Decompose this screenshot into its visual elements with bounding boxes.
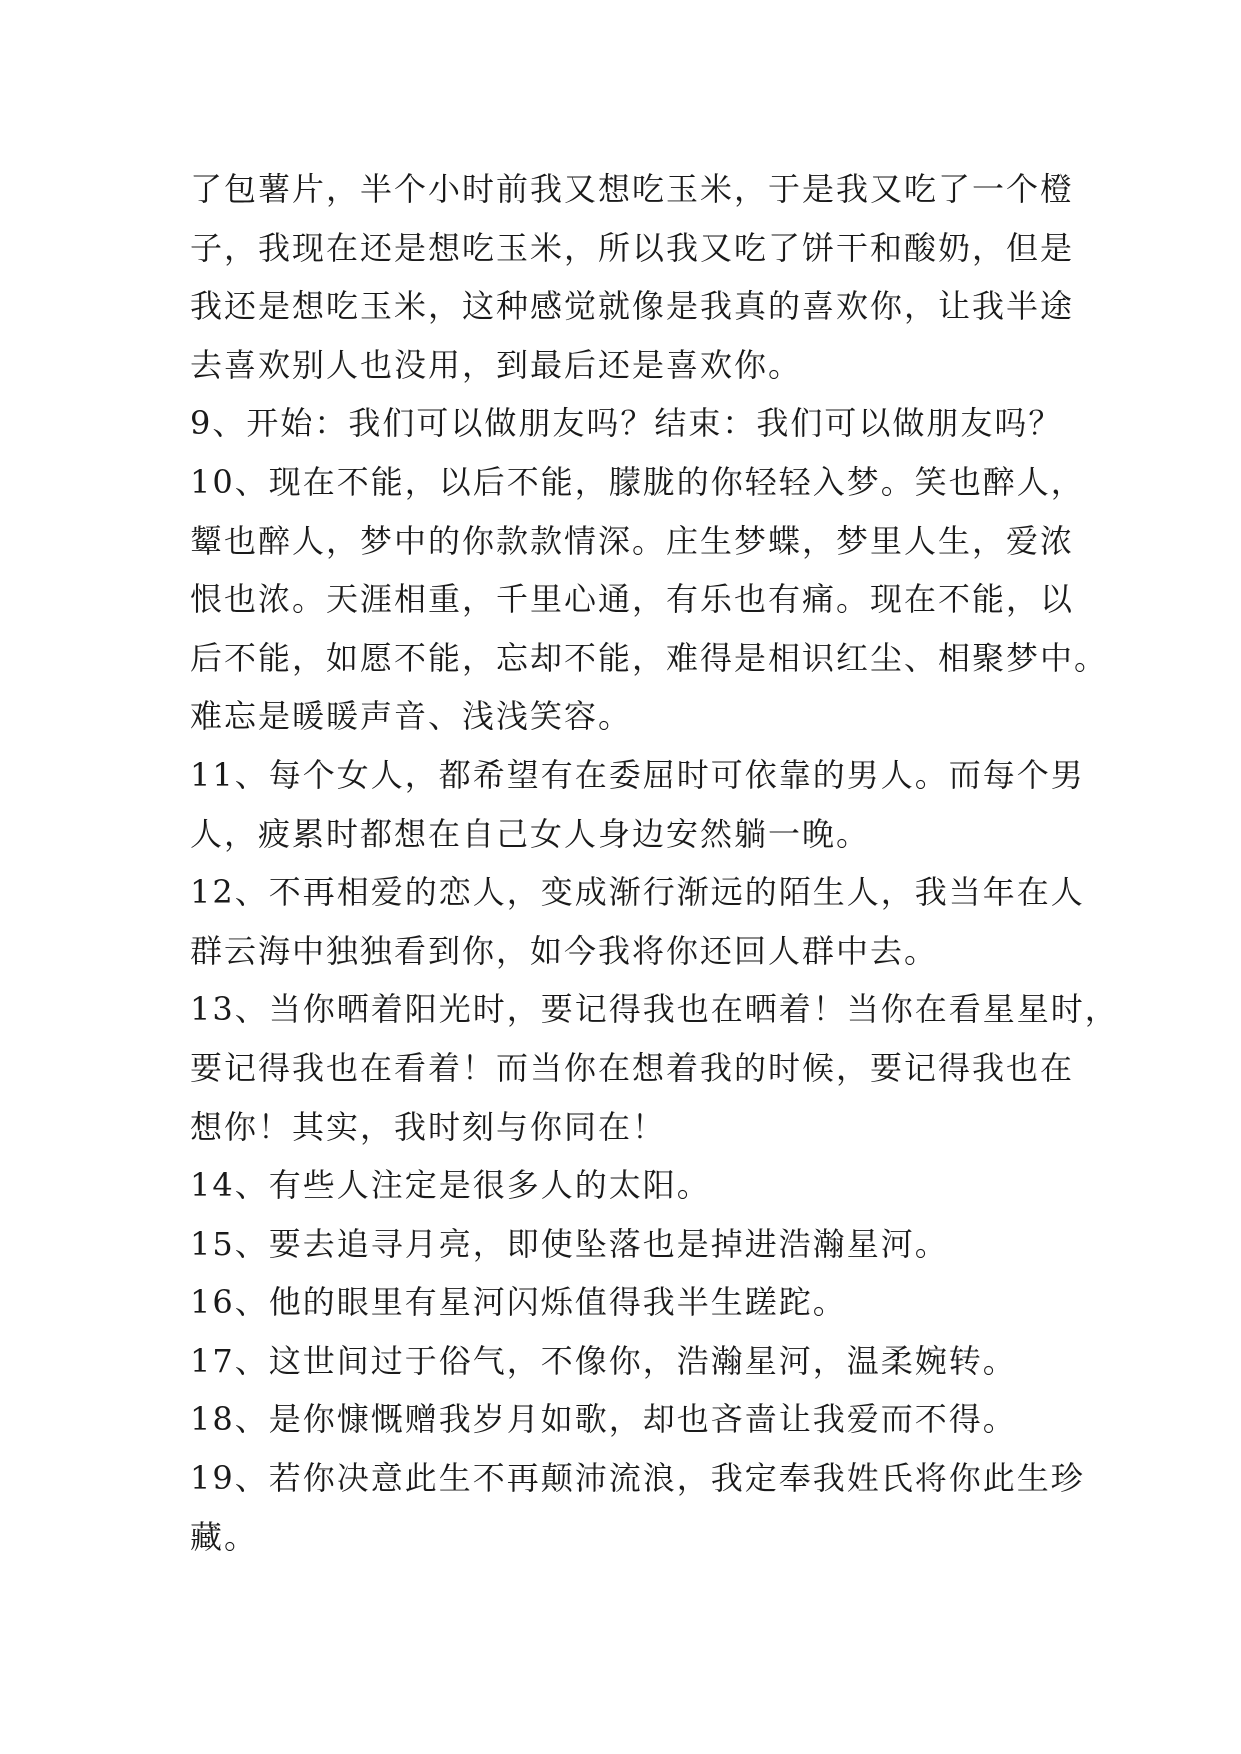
text-line: 19、若你决意此生不再颠沛流浪，我定奉我姓氏将你此生珍 xyxy=(190,1459,1085,1498)
body-text xyxy=(190,160,1119,1566)
text-line: 13、当你晒着阳光时，要记得我也在晒着！当你在看星星时， xyxy=(190,990,1119,1029)
text-line: 了包薯片，半个小时前我又想吃玉米，于是我又吃了一个橙 xyxy=(190,170,1075,208)
text-line: 11、每个女人，都希望有在委屈时可依靠的男人。而每个男 xyxy=(190,755,1085,794)
text-line: 人，疲累时都想在自己女人身边安然躺一晚。 xyxy=(190,814,871,853)
text-line: 17、这世间过于俗气，不像你，浩瀚星河，温柔婉转。 xyxy=(190,1341,1017,1380)
text-line: 9、开始：我们可以做朋友吗？结束：我们可以做朋友吗？ xyxy=(190,404,1063,443)
text-line: 18、是你慷慨赠我岁月如歌，却也吝啬让我爱而不得。 xyxy=(190,1400,1017,1439)
text-line: 想你！其实，我时刻与你同在！ xyxy=(190,1107,667,1146)
text-line: 后不能，如愿不能，忘却不能，难得是相识红尘、相聚梦中。 xyxy=(190,638,1109,677)
text-line: 恨也浓。天涯相重，千里心通，有乐也有痛。现在不能，以 xyxy=(190,580,1075,619)
text-line: 15、要去追寻月亮，即使坠落也是掉进浩瀚星河。 xyxy=(190,1224,949,1263)
text-line: 16、他的眼里有星河闪烁值得我半生蹉跎。 xyxy=(190,1283,847,1322)
text-line: 12、不再相爱的恋人，变成渐行渐远的陌生人，我当年在人 xyxy=(190,873,1085,912)
text-line: 10、现在不能，以后不能，朦胧的你轻轻入梦。笑也醉人， xyxy=(190,462,1085,501)
text-line: 难忘是暖暖声音、浅浅笑容。 xyxy=(190,697,633,736)
text-line: 子，我现在还是想吃玉米，所以我又吃了饼干和酸奶，但是 xyxy=(190,228,1075,267)
text-line: 颦也醉人，梦中的你款款情深。庄生梦蝶，梦里人生，爱浓 xyxy=(190,521,1075,560)
text-line: 14、有些人注定是很多人的太阳。 xyxy=(190,1166,711,1205)
text-line: 要记得我也在看着！而当你在想着我的时候，要记得我也在 xyxy=(190,1048,1075,1087)
text-line: 群云海中独独看到你，如今我将你还回人群中去。 xyxy=(190,931,939,970)
text-line: 我还是想吃玉米，这种感觉就像是我真的喜欢你，让我半途 xyxy=(190,287,1075,326)
text-line: 去喜欢别人也没用，到最后还是喜欢你。 xyxy=(190,345,803,384)
text-line: 藏。 xyxy=(190,1517,259,1556)
